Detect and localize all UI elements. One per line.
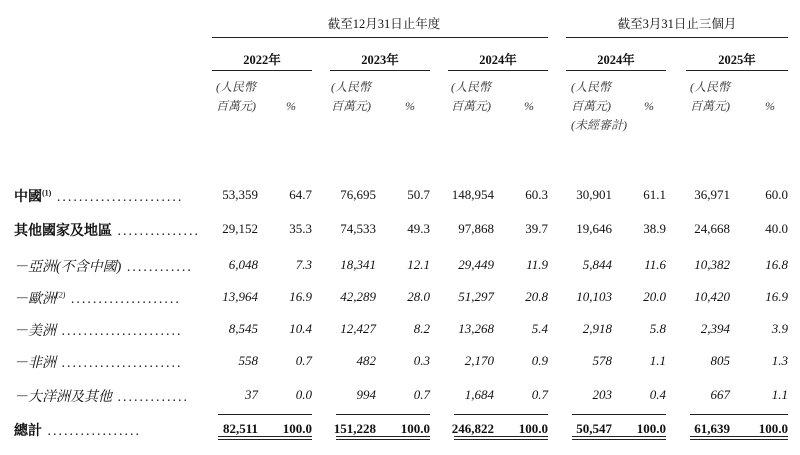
pct-label-2024: % — [524, 99, 534, 113]
percent-cell: 39.7 — [525, 221, 548, 236]
total-bottom-rule-2025-q — [690, 436, 788, 440]
row-label-text: 總計 — [14, 424, 42, 439]
year-underline-2025-q — [686, 70, 788, 71]
pct-label-2025-q: % — [765, 99, 775, 113]
row-label — [14, 386, 189, 406]
group-header-annual: 截至12月31日止年度 — [327, 17, 441, 31]
amount-cell: 12,427 — [340, 321, 376, 336]
row-label — [14, 256, 193, 276]
row-label — [14, 420, 141, 440]
amount-cell: 76,695 — [340, 187, 376, 202]
amount-cell: 148,954 — [451, 187, 494, 202]
year-header-2025-q: 2025年 — [718, 53, 756, 67]
row-label-text: －亞洲(不含中國) — [14, 260, 122, 275]
row-label-text: 中國 — [14, 190, 42, 205]
total-bottom-rule-2023 — [336, 436, 430, 440]
percent-cell: 40.0 — [765, 221, 788, 236]
amount-cell: 37 — [245, 387, 258, 402]
percent-cell: 28.0 — [407, 289, 430, 304]
amount-cell: 51,297 — [458, 289, 494, 304]
amount-cell: 82,511 — [222, 421, 258, 436]
amount-cell: 61,639 — [694, 421, 730, 436]
amount-cell: 8,545 — [228, 321, 258, 336]
percent-cell: 11.9 — [526, 257, 548, 272]
amount-cell: 29,449 — [458, 257, 494, 272]
percent-cell: 11.6 — [644, 257, 666, 272]
percent-cell: 100.0 — [400, 421, 430, 436]
year-header-2023: 2023年 — [361, 53, 399, 67]
unit-label-2023: (人民幣 百萬元) — [331, 80, 371, 113]
percent-cell: 8.2 — [413, 321, 430, 336]
percent-cell: 61.1 — [643, 187, 666, 202]
percent-cell: 5.8 — [649, 321, 666, 336]
total-top-rule-2025-q — [690, 414, 788, 415]
percent-cell: 1.3 — [771, 353, 788, 368]
percent-cell: 0.7 — [295, 353, 312, 368]
percent-cell: 16.9 — [765, 289, 788, 304]
footnote-marker: (2) — [56, 290, 66, 300]
percent-cell: 7.3 — [295, 257, 312, 272]
amount-cell: 42,289 — [340, 289, 376, 304]
percent-cell: 3.9 — [771, 321, 788, 336]
percent-cell: 16.8 — [765, 257, 788, 272]
leader-dots: ............. — [112, 390, 189, 405]
amount-cell: 2,170 — [464, 353, 494, 368]
total-bottom-rule-2024-q — [572, 436, 666, 440]
percent-cell: 20.8 — [525, 289, 548, 304]
percent-cell: 10.4 — [289, 321, 312, 336]
amount-cell: 24,668 — [694, 221, 730, 236]
amount-cell: 2,394 — [700, 321, 730, 336]
leader-dots: ............... — [112, 224, 200, 239]
amount-cell: 19,646 — [576, 221, 612, 236]
percent-cell: 0.9 — [531, 353, 548, 368]
percent-cell: 64.7 — [289, 187, 312, 202]
percent-cell: 60.3 — [525, 187, 548, 202]
amount-cell: 558 — [238, 353, 258, 368]
amount-cell: 13,268 — [458, 321, 494, 336]
pct-label-2022: % — [286, 99, 296, 113]
leader-dots: ............ — [121, 260, 193, 275]
leader-dots: ...................... — [56, 356, 183, 371]
row-label — [14, 186, 183, 206]
amount-cell: 1,684 — [464, 387, 494, 402]
amount-cell: 6,048 — [228, 257, 258, 272]
year-header-2024: 2024年 — [479, 53, 517, 67]
year-underline-2023 — [330, 70, 430, 71]
leader-dots: .................... — [65, 292, 181, 307]
amount-cell: 97,868 — [458, 221, 494, 236]
leader-dots: ...................... — [56, 324, 183, 339]
row-label — [14, 288, 181, 308]
percent-cell: 0.0 — [295, 387, 312, 402]
amount-cell: 246,822 — [451, 421, 494, 436]
percent-cell: 12.1 — [407, 257, 430, 272]
percent-cell: 0.4 — [649, 387, 666, 402]
leader-dots: ....................... — [51, 190, 184, 205]
percent-cell: 1.1 — [649, 353, 666, 368]
total-top-rule-2023 — [336, 414, 430, 415]
amount-cell: 667 — [710, 387, 730, 402]
total-top-rule-2022 — [218, 414, 312, 415]
group-underline-quarter — [566, 37, 788, 38]
percent-cell: 35.3 — [289, 221, 312, 236]
row-label — [14, 320, 183, 340]
amount-cell: 994 — [356, 387, 376, 402]
leader-dots: ................. — [42, 424, 141, 439]
footnote-marker: (1) — [42, 188, 52, 198]
row-label-text: －美洲 — [14, 324, 56, 339]
total-bottom-rule-2024 — [454, 436, 548, 440]
amount-cell: 74,533 — [340, 221, 376, 236]
pct-label-2024-q: % — [644, 99, 654, 113]
percent-cell: 5.4 — [531, 321, 548, 336]
amount-cell: 13,964 — [222, 289, 258, 304]
unaudited-note: (未經審計) — [571, 118, 627, 132]
year-underline-2024 — [448, 70, 548, 71]
row-label — [14, 220, 200, 240]
percent-cell: 100.0 — [636, 421, 666, 436]
year-header-2024-q: 2024年 — [597, 53, 635, 67]
percent-cell: 0.7 — [413, 387, 430, 402]
amount-cell: 10,382 — [694, 257, 730, 272]
total-top-rule-2024-q — [572, 414, 666, 415]
percent-cell: 100.0 — [758, 421, 788, 436]
unit-label-2025-q: (人民幣 百萬元) — [690, 80, 730, 113]
amount-cell: 10,103 — [576, 289, 612, 304]
percent-cell: 49.3 — [407, 221, 430, 236]
amount-cell: 36,971 — [694, 187, 730, 202]
total-top-rule-2024 — [454, 414, 548, 415]
total-bottom-rule-2022 — [218, 436, 312, 440]
amount-cell: 18,341 — [340, 257, 376, 272]
percent-cell: 50.7 — [407, 187, 430, 202]
pct-label-2023: % — [405, 99, 415, 113]
amount-cell: 10,420 — [694, 289, 730, 304]
amount-cell: 805 — [710, 353, 730, 368]
percent-cell: 60.0 — [765, 187, 788, 202]
row-label-text: －大洋洲及其他 — [14, 390, 112, 405]
unit-label-2022: (人民幣 百萬元) — [216, 80, 256, 113]
percent-cell: 100.0 — [282, 421, 312, 436]
amount-cell: 578 — [592, 353, 612, 368]
amount-cell: 2,918 — [582, 321, 612, 336]
unit-label-2024-q: (人民幣 百萬元) (未經審計) — [571, 78, 627, 135]
amount-cell: 5,844 — [582, 257, 612, 272]
amount-cell: 151,228 — [333, 421, 376, 436]
row-label-text: －歐洲 — [14, 292, 56, 307]
row-label-text: －非洲 — [14, 356, 56, 371]
amount-cell: 50,547 — [576, 421, 612, 436]
amount-cell: 29,152 — [222, 221, 258, 236]
group-header-quarter: 截至3月31日止三個月 — [617, 17, 737, 31]
row-label — [14, 352, 183, 372]
percent-cell: 20.0 — [643, 289, 666, 304]
row-label-text: 其他國家及地區 — [14, 224, 112, 239]
amount-cell: 482 — [356, 353, 376, 368]
percent-cell: 0.7 — [531, 387, 548, 402]
year-underline-2024-q — [566, 70, 666, 71]
percent-cell: 38.9 — [643, 221, 666, 236]
amount-cell: 53,359 — [222, 187, 258, 202]
amount-cell: 203 — [592, 387, 612, 402]
percent-cell: 16.9 — [289, 289, 312, 304]
group-underline-annual — [212, 37, 548, 38]
unit-label-2024: (人民幣 百萬元) — [451, 80, 491, 113]
year-underline-2022 — [212, 70, 312, 71]
percent-cell: 0.3 — [413, 353, 430, 368]
year-header-2022: 2022年 — [243, 53, 281, 67]
percent-cell: 100.0 — [518, 421, 548, 436]
percent-cell: 1.1 — [771, 387, 788, 402]
amount-cell: 30,901 — [576, 187, 612, 202]
